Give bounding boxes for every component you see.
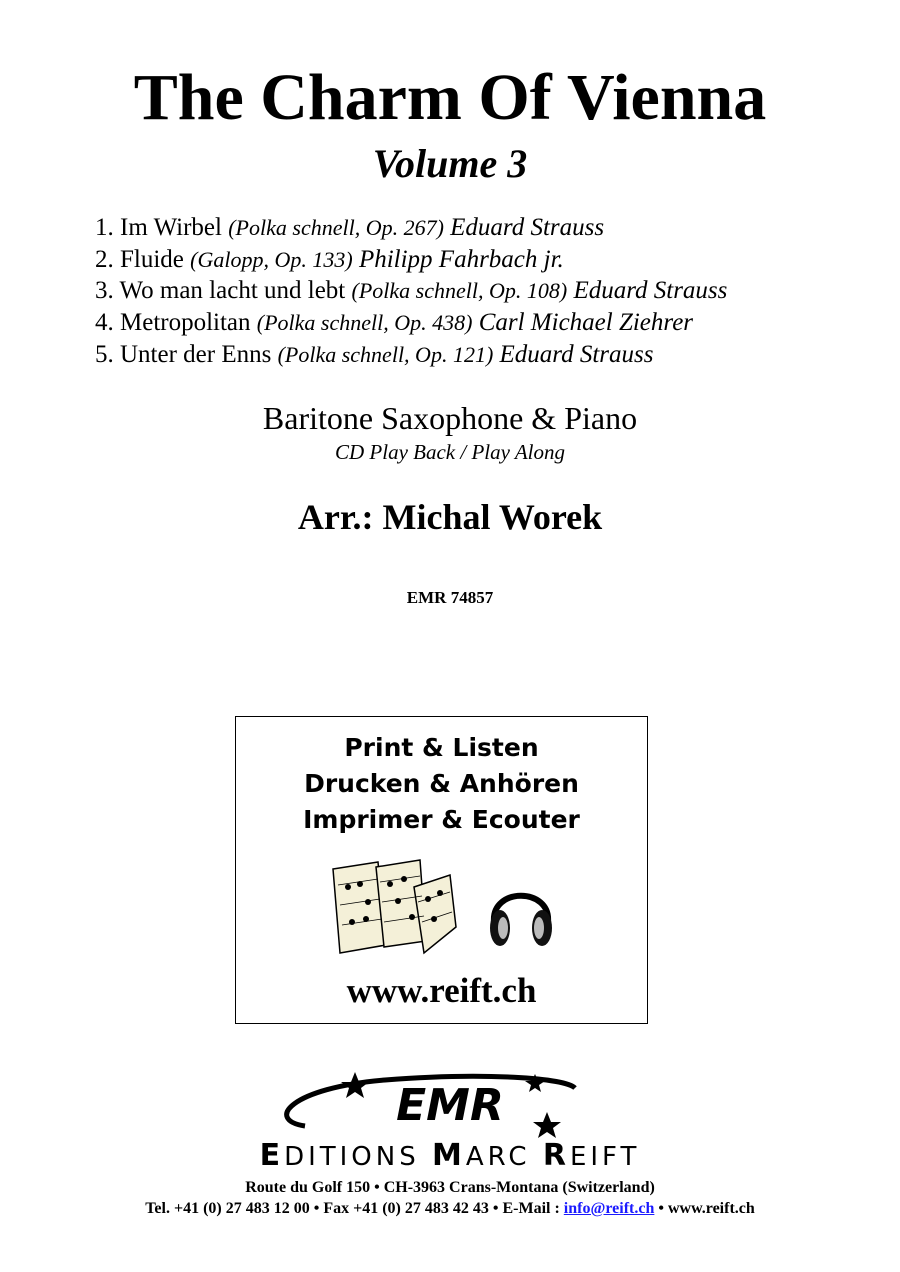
volume-subtitle: Volume 3	[372, 141, 528, 186]
list-item	[95, 212, 875, 244]
box-website: www.reift.ch	[346, 971, 537, 1010]
box-line-english: Print & Listen	[344, 733, 539, 762]
piece-detail: (Polka schnell, Op. 438)	[256, 310, 473, 336]
catalog-number: EMR 74857	[406, 588, 494, 607]
publisher-address: Route du Golf 150 • CH-3963 Crans-Montana (Switzerland)	[245, 1179, 655, 1196]
list-item	[95, 244, 875, 276]
instrumentation: Baritone Saxophone & Piano	[262, 400, 638, 436]
piece-composer: Eduard Strauss	[573, 277, 728, 305]
piece-detail: (Galopp, Op. 133)	[190, 246, 353, 272]
piece-detail: (Polka schnell, Op. 267)	[228, 215, 444, 240]
piece-detail: (Polka schnell, Op. 121)	[277, 341, 494, 367]
list-item	[95, 275, 875, 307]
emr-logo	[235, 1068, 665, 1145]
list-item	[95, 307, 875, 339]
piece-title: 2. Fluide	[95, 245, 184, 273]
list-item	[95, 339, 875, 371]
piece-title: 1. Im Wirbel	[95, 214, 222, 241]
headphones-icon	[486, 872, 556, 957]
box-line-german: Drucken & Anhören	[304, 769, 579, 798]
publisher-name: EDITIONS MARC REIFT	[259, 1138, 641, 1173]
email-link[interactable]: info@reift.ch	[563, 1200, 655, 1217]
piece-detail: (Polka schnell, Op. 108)	[351, 278, 568, 304]
piece-composer: Philipp Fahrbach jr.	[358, 245, 564, 273]
piece-composer: Eduard Strauss	[499, 340, 654, 368]
piece-title: 4. Metropolitan	[95, 309, 251, 337]
piece-title: 5. Unter der Enns	[95, 340, 272, 368]
piece-list	[95, 212, 875, 371]
publisher-contact: Tel. +41 (0) 27 483 12 00 • Fax +41 (0) 27 483 42 43 • E-Mail : info@reift.ch • www.reift.ch	[145, 1200, 755, 1217]
piece-title: 3. Wo man lacht und lebt	[95, 277, 346, 305]
cd-note: CD Play Back / Play Along	[335, 440, 565, 464]
box-line-french: Imprimer & Ecouter	[303, 805, 580, 834]
document-title: The Charm Of Vienna	[133, 61, 767, 134]
print-listen-box	[235, 716, 648, 1024]
emr-logo-text: EMR	[396, 1080, 504, 1131]
piece-composer: Eduard Strauss	[450, 214, 605, 241]
music-sheets-icon	[328, 857, 458, 962]
arranger: Arr.: Michal Worek	[297, 497, 603, 537]
piece-composer: Carl Michael Ziehrer	[478, 309, 694, 337]
